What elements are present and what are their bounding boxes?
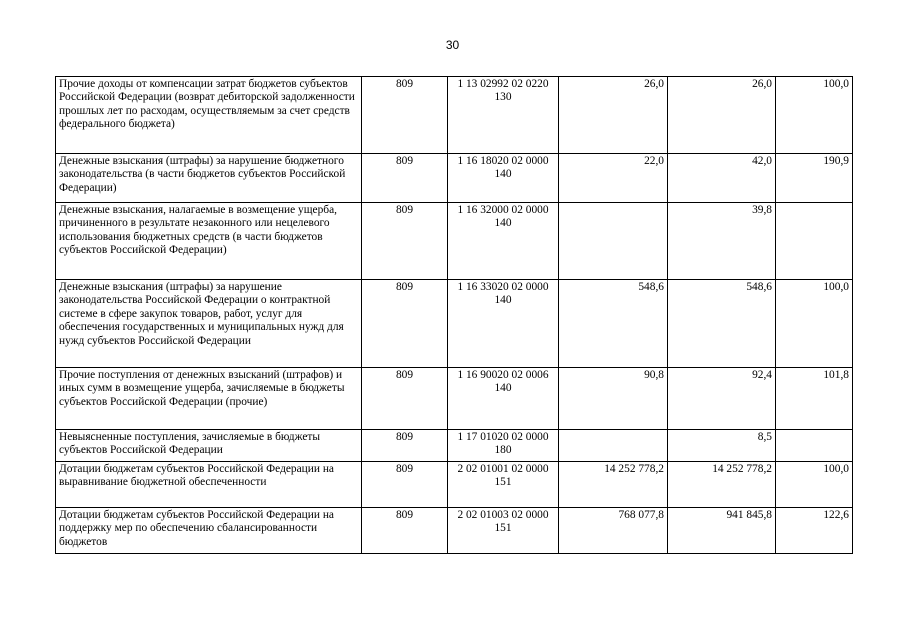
budget-classification-code-cell: 1 16 32000 02 0000 140 (448, 203, 559, 280)
revenue-name-cell: Денежные взыскания (штрафы) за нарушение бюджетного законодательства (в части бюджетов субъектов Российской Федерации) (56, 154, 362, 203)
plan-amount-cell: 14 252 778,2 (559, 462, 668, 508)
budget-classification-code-cell: 1 16 90020 02 0006 140 (448, 368, 559, 430)
plan-amount-cell (559, 203, 668, 280)
budget-classification-code-cell: 1 16 18020 02 0000 140 (448, 154, 559, 203)
execution-percent-cell (776, 430, 853, 462)
administrator-code-cell: 809 (362, 368, 448, 430)
plan-amount-cell: 768 077,8 (559, 508, 668, 554)
revenue-name-cell: Дотации бюджетам субъектов Российской Федерации на поддержку мер по обеспечению сбалансированности бюджетов (56, 508, 362, 554)
execution-percent-cell: 122,6 (776, 508, 853, 554)
administrator-code-cell: 809 (362, 154, 448, 203)
revenue-name-cell: Невыясненные поступления, зачисляемые в бюджеты субъектов Российской Федерации (56, 430, 362, 462)
administrator-code-cell: 809 (362, 508, 448, 554)
actual-amount-cell: 14 252 778,2 (668, 462, 776, 508)
revenue-name-cell: Дотации бюджетам субъектов Российской Федерации на выравнивание бюджетной обеспеченности (56, 462, 362, 508)
actual-amount-cell: 39,8 (668, 203, 776, 280)
budget-classification-code-cell: 1 16 33020 02 0000 140 (448, 280, 559, 368)
revenue-name-cell: Прочие поступления от денежных взысканий (штрафов) и иных сумм в возмещение ущерба, зачисляемые в бюджеты субъектов Российской Федерации (прочие) (56, 368, 362, 430)
administrator-code-cell: 809 (362, 430, 448, 462)
actual-amount-cell: 548,6 (668, 280, 776, 368)
budget-classification-code-cell: 1 17 01020 02 0000 180 (448, 430, 559, 462)
budget-classification-code-cell: 1 13 02992 02 0220 130 (448, 77, 559, 154)
execution-percent-cell: 100,0 (776, 280, 853, 368)
revenue-name-cell: Прочие доходы от компенсации затрат бюджетов субъектов Российской Федерации (возврат дебиторской задолженности прошлых лет по расходам, осуществляемым за счет средств федерального бюджета) (56, 77, 362, 154)
table-row (56, 430, 853, 462)
execution-percent-cell: 101,8 (776, 368, 853, 430)
execution-percent-cell: 190,9 (776, 154, 853, 203)
revenue-name-cell: Денежные взыскания, налагаемые в возмещение ущерба, причиненного в результате незаконного или нецелевого использования бюджетных средств (в части бюджетов субъектов Российской Федерации) (56, 203, 362, 280)
revenue-name-cell: Денежные взыскания (штрафы) за нарушение законодательства Российской Федерации о контрактной системе в сфере закупок товаров, работ, услуг для обеспечения государственных и муниципальных нужд для нужд субъектов Российской Федерации (56, 280, 362, 368)
execution-percent-cell: 100,0 (776, 462, 853, 508)
table-row (56, 154, 853, 203)
table-row (56, 77, 853, 154)
administrator-code-cell: 809 (362, 280, 448, 368)
page-number: 30 (445, 38, 460, 52)
budget-classification-code-cell: 2 02 01003 02 0000 151 (448, 508, 559, 554)
budget-classification-code-cell: 2 02 01001 02 0000 151 (448, 462, 559, 508)
execution-percent-cell: 100,0 (776, 77, 853, 154)
plan-amount-cell: 26,0 (559, 77, 668, 154)
actual-amount-cell: 8,5 (668, 430, 776, 462)
table-row (56, 462, 853, 508)
actual-amount-cell: 26,0 (668, 77, 776, 154)
table-row (56, 280, 853, 368)
execution-percent-cell (776, 203, 853, 280)
administrator-code-cell: 809 (362, 462, 448, 508)
table-row (56, 368, 853, 430)
actual-amount-cell: 42,0 (668, 154, 776, 203)
budget-revenue-table (55, 76, 853, 554)
table-row (56, 508, 853, 554)
administrator-code-cell: 809 (362, 203, 448, 280)
actual-amount-cell: 941 845,8 (668, 508, 776, 554)
plan-amount-cell (559, 430, 668, 462)
plan-amount-cell: 22,0 (559, 154, 668, 203)
plan-amount-cell: 548,6 (559, 280, 668, 368)
table-row (56, 203, 853, 280)
administrator-code-cell: 809 (362, 77, 448, 154)
actual-amount-cell: 92,4 (668, 368, 776, 430)
plan-amount-cell: 90,8 (559, 368, 668, 430)
